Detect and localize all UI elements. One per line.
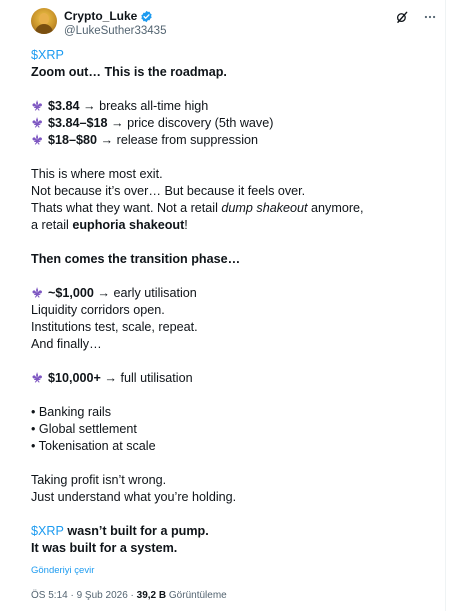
avatar-body [35, 24, 53, 34]
closing-line-2: Just understand what you’re holding. [31, 490, 237, 504]
exit-line-3: Thats what they want. Not a retail dump shakeout anymore, [31, 201, 364, 215]
author-names [64, 9, 166, 39]
exit-line-4: a retail euphoria shakeout! [31, 218, 188, 232]
author-handle[interactable]: @LukeSuther33435 [64, 25, 167, 37]
fleur-de-lis-icon [31, 99, 44, 112]
views-label: Görüntüleme [166, 590, 227, 601]
post-date[interactable]: 9 Şub 2026 [76, 590, 128, 601]
exit-line-1: This is where most exit. [31, 167, 163, 181]
headline: Zoom out… This is the roadmap. [31, 65, 227, 79]
display-name-row [64, 9, 166, 24]
cashtag-link[interactable]: $XRP [31, 524, 64, 538]
translate-post-link[interactable]: Gönderiyi çevir [31, 565, 95, 576]
fleur-de-lis-icon [31, 116, 44, 129]
tweet-meta: ÖS 5:14 · 9 Şub 2026 · 39,2 B Görüntüleme [31, 590, 227, 601]
phase1-item-2: $18–$80 → release from suppression [31, 132, 436, 149]
fleur-de-lis-icon [31, 286, 44, 299]
fleur-de-lis-icon [31, 133, 44, 146]
bullet-item: • Banking rails [31, 405, 112, 419]
phase1-item-0: $3.84 → breaks all-time high [31, 98, 436, 115]
phase2-item: ~$1,000 → early utilisation [31, 285, 436, 302]
post-time[interactable]: ÖS 5:14 [31, 590, 68, 601]
final-line-2: It was built for a system. [31, 541, 178, 555]
exit-line-2: Not because it’s over… But because it feels over. [31, 184, 306, 198]
views-count: 39,2 B [136, 590, 167, 601]
closing-line-1: Taking profit isn’t wrong. [31, 473, 167, 487]
utilisation-line-3: And finally… [31, 337, 102, 351]
more-icon[interactable] [423, 10, 437, 24]
verified-badge-icon [140, 10, 153, 23]
transition-heading: Then comes the transition phase… [31, 252, 241, 266]
tweet-text [31, 47, 436, 557]
cashtag-link[interactable]: $XRP [31, 48, 64, 62]
bullet-item: • Tokenisation at scale [31, 439, 156, 453]
phase3-item: $10,000+ → full utilisation [31, 370, 436, 387]
final-line-1: $XRP wasn’t built for a pump. [31, 524, 209, 538]
author-display-name[interactable]: Crypto_Luke [64, 9, 138, 23]
header-actions [395, 10, 437, 24]
grok-icon[interactable] [395, 10, 409, 24]
utilisation-line-2: Institutions test, scale, repeat. [31, 320, 198, 334]
avatar[interactable] [31, 8, 57, 34]
fleur-de-lis-icon [31, 371, 44, 384]
utilisation-line-1: Liquidity corridors open. [31, 303, 165, 317]
bullet-item: • Global settlement [31, 422, 137, 436]
phase1-item-1: $3.84–$18 → price discovery (5th wave) [31, 115, 436, 132]
tweet-header [31, 8, 441, 42]
